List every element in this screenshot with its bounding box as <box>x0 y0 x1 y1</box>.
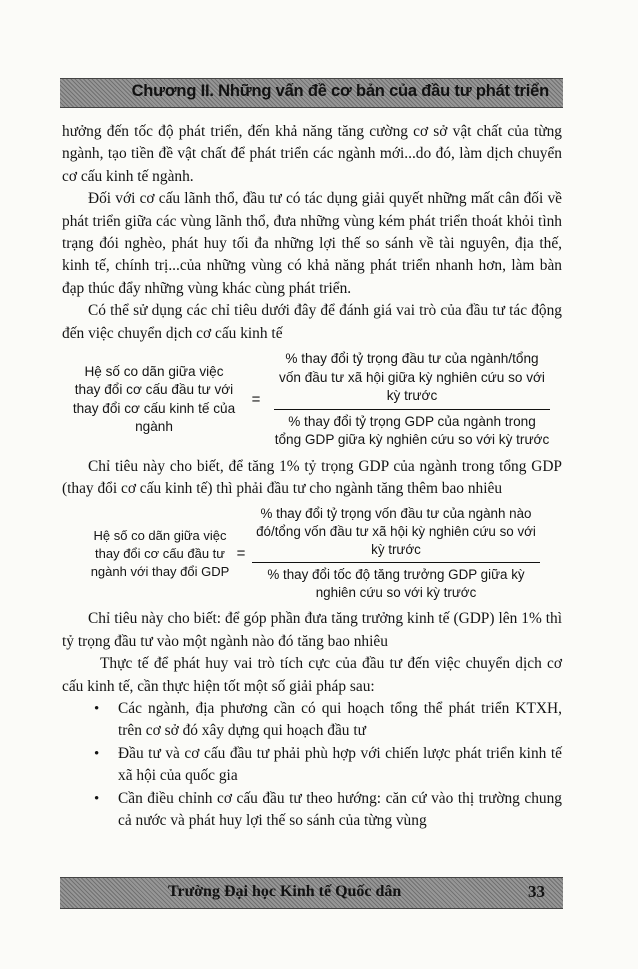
formula-1-fraction <box>274 350 550 450</box>
page-number: 33 <box>528 882 545 901</box>
formula-2-numerator: % thay đổi tỷ trọng vốn đầu tư của ngành nào đó/tổng vốn đầu tư xã hội kỳ nghiên cứu so với kỳ trước <box>252 505 540 563</box>
list-item <box>62 698 562 743</box>
bullet-icon: • <box>94 701 100 717</box>
formula-2-fraction <box>252 505 540 602</box>
formula-1-numerator: % thay đổi tỷ trọng đầu tư của ngành/tổng vốn đầu tư xã hội giữa kỳ nghiên cứu so với kỳ trước <box>274 350 550 410</box>
formula-investment-gdp-elasticity <box>62 505 562 602</box>
paragraph-1: hưởng đến tốc độ phát triển, đến khả năng tăng cường cơ sở vật chất của từng ngành, tạo tiền đề vật chất để phát triển các ngành mới...do đó, làm dịch chuyển cơ cấu kinh tế ngành. <box>62 123 562 185</box>
formula-1-denominator: % thay đổi tỷ trọng GDP của ngành trong tổng GDP giữa kỳ nghiên cứu so với kỳ trước <box>274 413 550 448</box>
formula-1-label: Hệ số co dãn giữa việc thay đổi cơ cấu đầu tư với thay đổi cơ cấu kinh tế của ngành <box>72 363 236 435</box>
bullet-icon: • <box>94 745 100 762</box>
footer-band <box>60 877 563 909</box>
bullet-icon: • <box>94 790 100 807</box>
paragraph-6: Thực tế để phát huy vai trò tích cực của đầu tư đến việc chuyển dịch cơ cấu kinh tế, cần thực hiện tốt một số giải pháp sau: <box>62 655 562 695</box>
paragraph-3: Có thể sử dụng các chỉ tiêu dưới đây để đánh giá vai trò của đầu tư tác động đến việc chuyển dịch cơ cấu kinh tế <box>62 302 562 342</box>
list-item-text: Các ngành, địa phương cần có qui hoạch tổng thể phát triển KTXH, trên cơ sở đó xây dựng qui hoạch đầu tư <box>118 700 562 740</box>
formula-2-label: Hệ số co dãn giữa việc thay đổi cơ cấu đầu tư ngành với thay đổi GDP <box>90 527 230 579</box>
page-body <box>62 121 562 832</box>
solution-list <box>62 698 562 832</box>
list-item <box>62 743 562 788</box>
list-item-text: Đầu tư và cơ cấu đầu tư phải phù hợp với chiến lược phát triển kinh tế xã hội của quốc gia <box>118 744 562 785</box>
list-item-text: Cần điều chỉnh cơ cấu đầu tư theo hướng: căn cứ vào thị trường chung cả nước và phát huy lợi thế so sánh của từng vùng <box>118 789 562 830</box>
formula-2-equals-sign: = <box>236 544 246 562</box>
list-item <box>62 788 562 833</box>
university-name: Trường Đại học Kinh tế Quốc dân <box>168 883 402 900</box>
paragraph-2: Đối với cơ cấu lãnh thổ, đầu tư có tác dụng giải quyết những mất cân đối về phát triển giữa các vùng lãnh thổ, đưa những vùng kém phát triển thoát khỏi tình trạng đói nghèo, phát huy tối đa những lợi thế so sánh về tài nguyên, địa thế, kinh tế, chính trị...của những vùng có khả năng phát triển nhanh hơn, làm bàn đạp thúc đẩy những vùng khác cùng phát triển. <box>62 190 562 297</box>
formula-1-equals-sign: = <box>251 390 261 408</box>
chapter-title: Chương II. Những vấn đề cơ bản của đầu tư phát triển <box>131 82 549 100</box>
paragraph-4: Chỉ tiêu này cho biết, để tăng 1% tỷ trọng GDP của ngành trong tổng GDP (thay đổi cơ cấu kinh tế) thì phải đầu tư cho ngành tăng thêm bao nhiêu <box>62 457 562 497</box>
paragraph-5: Chỉ tiêu này cho biết: để góp phần đưa tăng trưởng kinh tế (GDP) lên 1% thì tỷ trọng đầu tư vào một ngành nào đó tăng bao nhiêu <box>62 610 562 650</box>
formula-2-denominator: % thay đổi tốc độ tăng trưởng GDP giữa kỳ nghiên cứu so với kỳ trước <box>267 567 525 601</box>
chapter-header-band <box>60 78 563 108</box>
formula-investment-structure-elasticity <box>62 350 562 450</box>
